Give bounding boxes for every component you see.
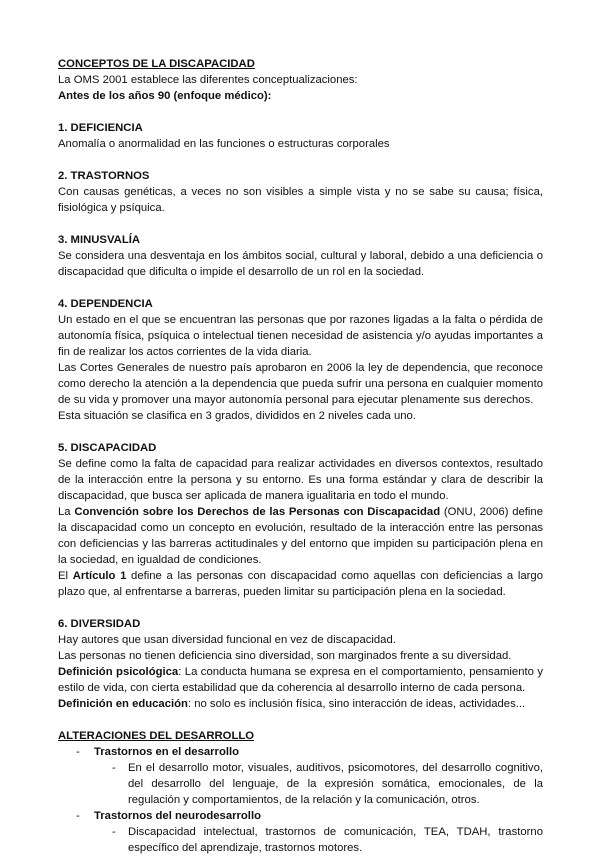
section-heading-diversidad: 6. DIVERSIDAD bbox=[58, 618, 141, 630]
section-heading-minusvalia: 3. MINUSVALÍA bbox=[58, 234, 141, 246]
convencion-title: Convención sobre los Derechos de las Personas con Discapacidad bbox=[74, 506, 441, 518]
section-text-deficiencia: Anomalía o anormalidad en las funciones o estructuras corporales bbox=[58, 138, 390, 150]
document-title: CONCEPTOS DE LA DISCAPACIDAD bbox=[58, 58, 255, 70]
list-item-trastornos-neurodesarrollo: - Trastornos del neurodesarrollo bbox=[76, 810, 261, 822]
diversidad-paragraph-2: Las personas no tienen deficiencia sino diversidad, son marginados frente a su diversidad. bbox=[58, 650, 512, 662]
discapacidad-paragraph-1: Se define como la falta de capacidad para realizar actividades en diversos contextos, resultado de la interacción entre la persona y su entorno. Es una forma estándar y clara de describir la discapacidad, que busca ser aplicada de manera igualitaria en todo el mundo. bbox=[58, 458, 543, 502]
section-heading-dependencia: 4. DEPENDENCIA bbox=[58, 298, 153, 310]
diversidad-definicion-psicologica: Definición psicológica: La conducta humana se expresa en el comportamiento, pensamiento y estilo de vida, con cierta estabilidad que da coherencia al desarrollo interno de cada persona. bbox=[58, 666, 543, 694]
dependencia-paragraph-3: Esta situación se clasifica en 3 grados, divididos en 2 niveles cada uno. bbox=[58, 410, 416, 422]
list-subitem-trastornos-neurodesarrollo: - Discapacidad intelectual, trastornos de comunicación, TEA, TDAH, trastorno específico del aprendizaje, trastornos motores. bbox=[112, 826, 543, 854]
section-heading-discapacidad: 5. DISCAPACIDAD bbox=[58, 442, 157, 454]
discapacidad-paragraph-2: La Convención sobre los Derechos de las Personas con Discapacidad (ONU, 2006) define la discapacidad como un concepto en evolución, resultado de la interacción entre las personas con deficiencias y las barreras actitudinales y del entorno que impiden su participación plena en la sociedad, en igualdad de condiciones. bbox=[58, 506, 543, 566]
intro-text: La OMS 2001 establece las diferentes conceptualizaciones: bbox=[58, 74, 358, 86]
list-subitem-trastornos-desarrollo: - En el desarrollo motor, visuales, auditivos, psicomotores, del desarrollo cognitivo, del desarrollo del lenguaje, de la expresión somática, emocionales, de la regulación y comportamientos, de la relación y la comunicación, otros. bbox=[112, 762, 543, 806]
document-page bbox=[58, 56, 543, 856]
section-text-trastornos: Con causas genéticas, a veces no son visibles a simple vista y no se sabe su causa; física, fisiológica y psíquica. bbox=[58, 186, 543, 214]
diversidad-definicion-educacion: Definición en educación: no solo es inclusión física, sino interacción de ideas, actividades... bbox=[58, 698, 526, 710]
dependencia-paragraph-2: Las Cortes Generales de nuestro país aprobaron en 2006 la ley de dependencia, que reconoce como derecho la atención a la dependencia que pueda sufrir una persona en cualquier momento de su vida y promover una mayor autonomía personal para ejecutar plenamente sus derechos. bbox=[58, 362, 543, 406]
articulo-label: Artículo 1 bbox=[72, 570, 127, 582]
discapacidad-paragraph-3: El Artículo 1 define a las personas con discapacidad como aquellas con deficiencias a largo plazo que, al enfrentarse a barreras, pueden limitar su participación plena en la sociedad. bbox=[58, 570, 543, 598]
diversidad-paragraph-1: Hay autores que usan diversidad funcional en vez de discapacidad. bbox=[58, 634, 396, 646]
section-heading-deficiencia: 1. DEFICIENCIA bbox=[58, 122, 143, 134]
section-heading-trastornos: 2. TRASTORNOS bbox=[58, 170, 150, 182]
section-text-minusvalia: Se considera una desventaja en los ámbitos social, cultural y laboral, debido a una deficiencia o discapacidad que dificulta o impide el desarrollo de un rol en la sociedad. bbox=[58, 250, 543, 278]
list-item-trastornos-desarrollo: - Trastornos en el desarrollo bbox=[76, 746, 240, 758]
intro-bold: Antes de los años 90 (enfoque médico): bbox=[58, 90, 272, 102]
dependencia-paragraph-1: Un estado en el que se encuentran las personas que por razones ligadas a la falta o pérdida de autonomía física, psíquica o intelectual tienen necesidad de asistencia y/o ayudas importantes a fin de realizar los actos corrientes de la vida diaria. bbox=[58, 314, 543, 358]
alteraciones-title: ALTERACIONES DEL DESARROLLO bbox=[58, 730, 255, 742]
